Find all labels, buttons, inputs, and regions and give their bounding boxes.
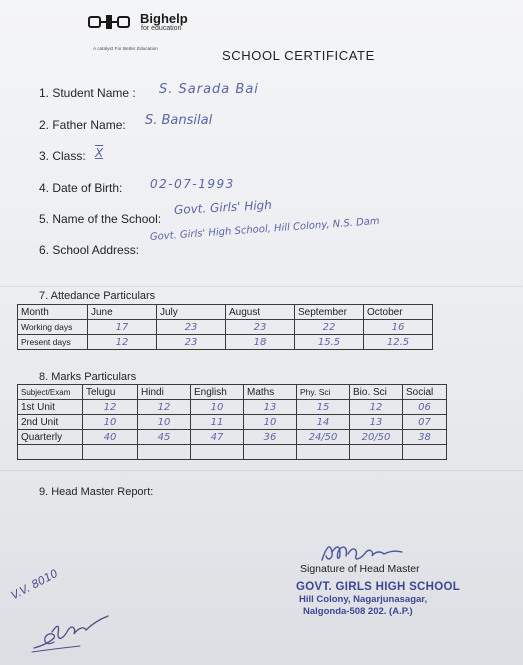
table-row-label: 1st Unit: [18, 400, 83, 415]
table-cell: 40: [83, 430, 138, 445]
table-cell: [244, 445, 297, 460]
table-header-cell: English: [191, 385, 244, 400]
table-header-cell: Telugu: [83, 385, 138, 400]
brand-tagline: A catalyst For Better Education: [93, 46, 158, 51]
table-cell: 47: [191, 430, 244, 445]
table-row-label: Present days: [18, 335, 88, 350]
table-header-row: [18, 385, 447, 400]
field-value-student-name: S. Sarada Bai: [159, 82, 259, 97]
report-heading: 9. Head Master Report:: [39, 486, 154, 498]
table-cell: [297, 445, 350, 460]
bottom-signature: [28, 612, 114, 656]
handwritten-note: V.V. 8010: [8, 566, 61, 603]
field-label-dob: 4. Date of Birth:: [39, 181, 123, 195]
table-cell: 15.5: [295, 335, 364, 350]
school-stamp: [296, 580, 460, 618]
table-cell: 24/50: [297, 430, 350, 445]
table-header-cell: June: [88, 305, 157, 320]
marks-table: [17, 384, 447, 460]
field-label-father-name: 2. Father Name:: [39, 118, 126, 132]
table-cell: [191, 445, 244, 460]
table-header-cell: September: [295, 305, 364, 320]
table-header-cell: July: [157, 305, 226, 320]
table-cell: 12: [83, 400, 138, 415]
table-cell: 15: [297, 400, 350, 415]
table-row-label: Working days: [18, 320, 88, 335]
signature-label: Signature of Head Master: [300, 563, 420, 575]
attendance-heading: 7. Attedance Particulars: [39, 290, 156, 302]
table-header-cell: Subject/Exam: [18, 385, 83, 400]
brand-name: Bighelp: [140, 11, 188, 26]
table-cell: 17: [88, 320, 157, 335]
table-row: [18, 400, 447, 415]
table-header-cell: Maths: [244, 385, 297, 400]
stamp-line: Hill Colony, Nagarjunasagar,: [299, 594, 428, 606]
fold-line: [0, 286, 523, 287]
table-header-cell: Phy. Sci: [297, 385, 350, 400]
field-value-father-name: S. Bansilal: [145, 113, 213, 128]
table-cell: 14: [297, 415, 350, 430]
table-cell: 23: [157, 335, 226, 350]
table-cell: 45: [138, 430, 191, 445]
field-label-school-address: 6. School Address:: [39, 243, 140, 257]
table-cell: 12: [138, 400, 191, 415]
table-row: [18, 415, 447, 430]
table-header-row: [18, 305, 433, 320]
table-cell: 10: [191, 400, 244, 415]
table-cell: 23: [157, 320, 226, 335]
table-cell: 22: [295, 320, 364, 335]
table-row-label: 2nd Unit: [18, 415, 83, 430]
table-cell: [403, 445, 447, 460]
table-cell: 20/50: [350, 430, 403, 445]
stamp-line: Nalgonda-508 202. (A.P.): [303, 606, 413, 618]
table-cell: 06: [403, 400, 447, 415]
table-header-cell: Social: [403, 385, 447, 400]
table-header-cell: August: [226, 305, 295, 320]
table-header-cell: Bio. Sci: [350, 385, 403, 400]
table-cell: 13: [244, 400, 297, 415]
table-cell: 10: [138, 415, 191, 430]
table-cell: 10: [83, 415, 138, 430]
table-row: [18, 320, 433, 335]
field-value-school-name: Govt. Girls' High: [173, 197, 273, 217]
bighelp-logo-icon: [88, 14, 134, 30]
table-header-cell: October: [364, 305, 433, 320]
table-cell: [18, 445, 83, 460]
attendance-table: [17, 304, 433, 350]
table-header-cell: Month: [18, 305, 88, 320]
field-value-school-address: Govt. Girls' High School, Hill Colony, N.S. Dam: [149, 215, 380, 243]
table-header-cell: Hindi: [138, 385, 191, 400]
table-cell: 16: [364, 320, 433, 335]
table-cell: [83, 445, 138, 460]
table-cell: 38: [403, 430, 447, 445]
field-label-school-name: 5. Name of the School:: [39, 212, 162, 226]
table-cell: 07: [403, 415, 447, 430]
field-value-dob: 02-07-1993: [150, 177, 235, 191]
headmaster-signature: [318, 538, 410, 566]
table-cell: 12.5: [364, 335, 433, 350]
fold-line: [0, 470, 523, 471]
field-value-class: X: [95, 146, 104, 160]
table-cell: 18: [226, 335, 295, 350]
table-row: [18, 445, 447, 460]
brand-logo: [88, 12, 188, 32]
marks-heading: 8. Marks Particulars: [39, 371, 137, 383]
table-cell: [138, 445, 191, 460]
table-cell: 11: [191, 415, 244, 430]
brand-sub: for education: [141, 25, 182, 32]
field-label-student-name: 1. Student Name :: [39, 86, 136, 100]
table-cell: 23: [226, 320, 295, 335]
field-label-class: 3. Class:: [39, 149, 86, 163]
table-cell: 10: [244, 415, 297, 430]
page-title: SCHOOL CERTIFICATE: [222, 48, 375, 63]
table-cell: 12: [88, 335, 157, 350]
table-cell: 13: [350, 415, 403, 430]
table-cell: 36: [244, 430, 297, 445]
table-row-label: Quarterly: [18, 430, 83, 445]
table-row: [18, 430, 447, 445]
table-cell: 12: [350, 400, 403, 415]
stamp-line: GOVT. GIRLS HIGH SCHOOL: [296, 581, 461, 593]
table-row: [18, 335, 433, 350]
table-cell: [350, 445, 403, 460]
